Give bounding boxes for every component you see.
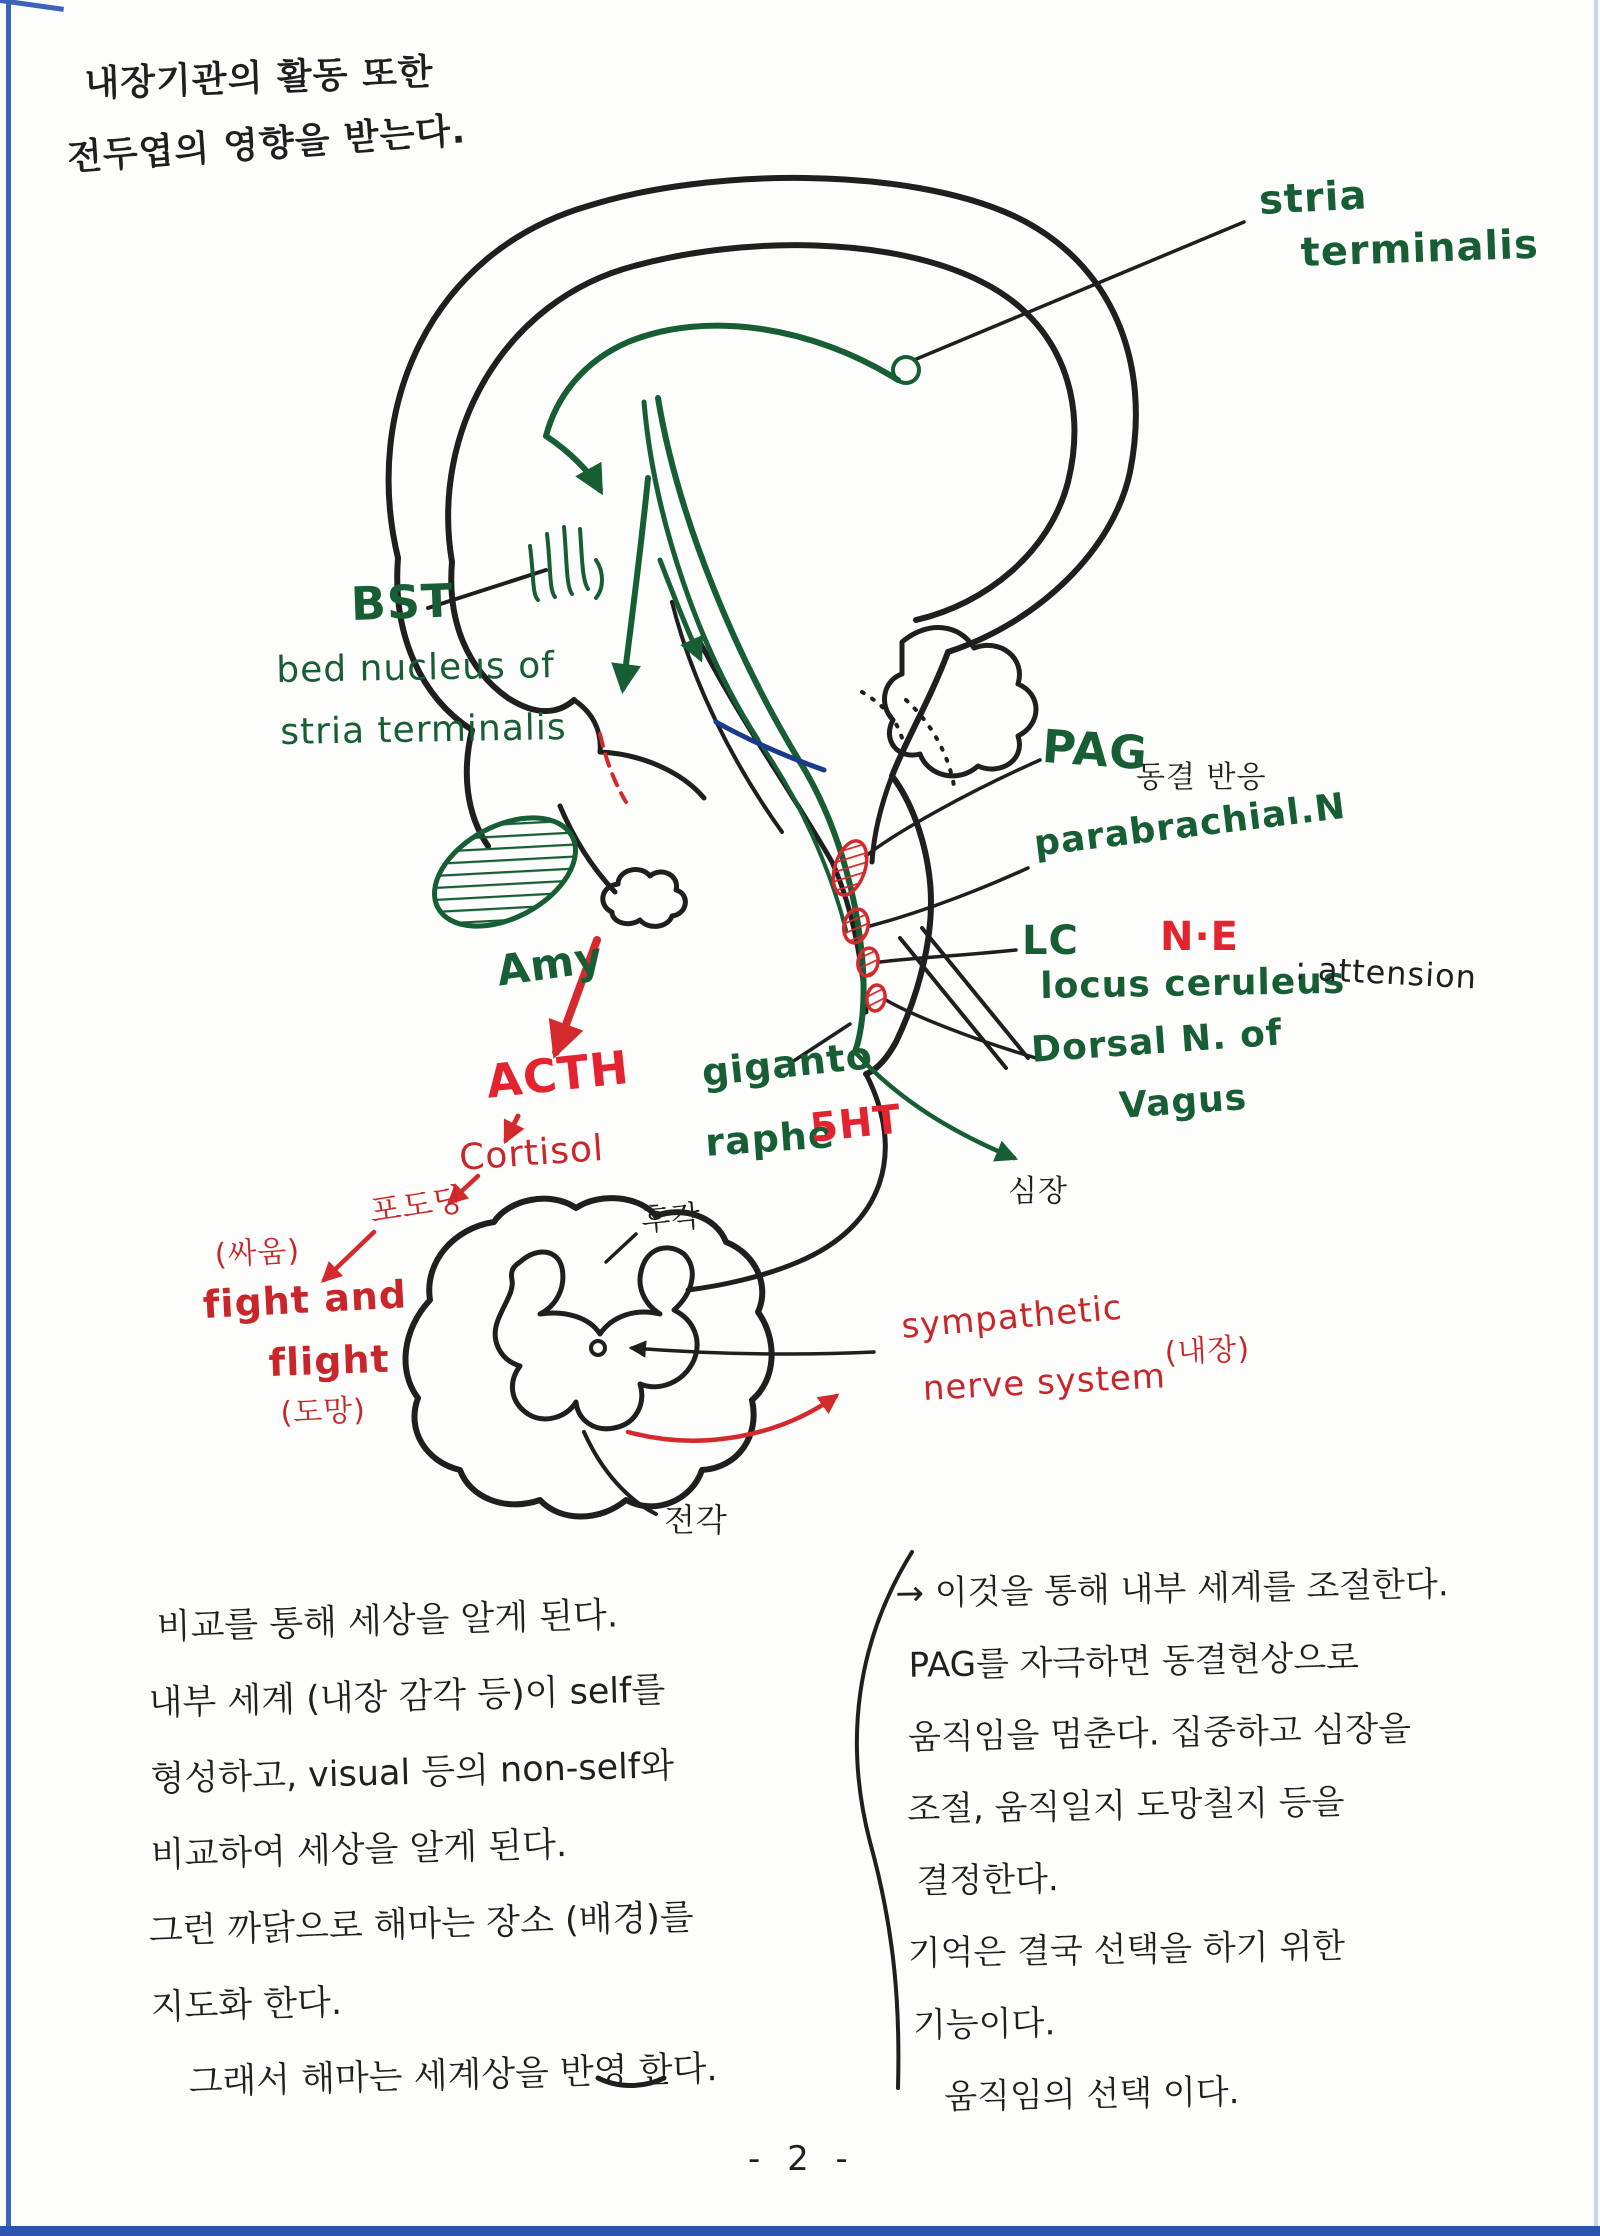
spinal-gray-matter [495,1248,697,1429]
pituitary-gland [603,870,686,927]
label-lc: LC [1022,918,1079,964]
label-parabrachial: parabrachial.N [1031,785,1349,865]
label-attention-note: : attension [1294,949,1478,997]
page-title-line-1: 내장기관의 활동 또한 [83,51,435,105]
notes-left-line: 비교를 통해 세상을 알게 된다. [156,1595,619,1648]
label-pag: PAG [1040,719,1150,781]
sympathetic-red-arrow [628,1396,836,1441]
central-canal [591,1341,605,1355]
label-raphe: raphe [703,1111,836,1165]
notes-left-line: 지도화 한다. [150,1982,343,2028]
label-cortisol: Cortisol [457,1127,606,1179]
page-number: - 2 - [748,2139,856,2179]
notes-right-line: → 이것을 통해 내부 세계를 조절한다. [895,1564,1449,1614]
spinal-cord-outline [406,1198,772,1516]
label-acth: ACTH [483,1040,632,1109]
label-giganto: giganto [699,1033,875,1095]
stria-pathway [546,326,898,436]
label-serotonin: 5HT [807,1096,904,1152]
notes-right-line: 움직임을 멈춘다. 집중하고 심장을 [907,1709,1412,1758]
parabrachial-nucleus [841,907,872,945]
label-fight-and: fight and [201,1272,408,1327]
parabrachial-leader-line [870,868,1028,926]
vagus-nucleus [865,984,886,1012]
sympathetic-black-arrow [632,1348,874,1354]
label-sympathetic-korean: (내장) [1163,1331,1251,1371]
notes-right-line: 기능이다. [912,2003,1056,2046]
notes-left-column [140,1585,719,2132]
label-stria-terminalis-1: stria [1257,172,1369,224]
frontal-descending-inner [451,562,574,711]
label-bst-full-1: bed nucleus of [275,645,556,691]
cortex-outer-curve [389,178,1136,652]
notes-right-line: 움직임의 선택 이다. [943,2072,1240,2118]
notes-right-line: 결정한다. [916,1859,1060,1902]
pag-nucleus [827,837,873,900]
notes-left-line: 내부 세계 (내장 감각 등)이 self를 [148,1670,666,1724]
notes-left-line: 그래서 해마는 세계상을 반영 한다. [188,2049,718,2103]
label-dorsal-vagus-2: Vagus [1117,1077,1249,1127]
notes-left-line: 비교하여 세상을 알게 된다. [150,1824,568,1876]
descending-pathway-main [658,398,864,1052]
label-stria-terminalis-2: terminalis [1299,221,1540,276]
notes-right-line: PAG를 자극하면 동결현상으로 [908,1637,1360,1686]
midbrain-line-1 [700,642,866,1012]
thalamus-outline [574,700,704,798]
label-bst: BST [349,573,455,631]
label-dorsal-horn: 후각 [639,1198,703,1239]
red-dashed-pathway [600,734,626,802]
notes-left-line: 그런 까닭으로 해마는 장소 (배경)를 [148,1897,695,1952]
label-heart: 심장 [1008,1174,1068,1209]
inner-descending-arrow [623,478,648,688]
label-sympathetic-1: sympathetic [899,1287,1125,1347]
notes-right-column [895,1556,1458,2142]
notes-left-line: 형성하고, visual 등의 non-self와 [150,1746,675,1800]
fight-flight-arrow [324,1232,374,1280]
notes-right-line: 조절, 움직일지 도망칠지 등을 [906,1782,1345,1830]
cortex-inner-curve [448,245,1074,620]
label-bst-full-2: stria terminalis [279,707,567,753]
stria-leader-line [914,222,1244,360]
stria-pathway-arrow [546,436,600,490]
bst-squiggles [530,527,602,600]
page-title-line-2: 전두엽의 영향을 받는다. [65,110,468,179]
label-locus-ceruleus: locus ceruleus [1039,960,1346,1007]
notes-right-line: 기억은 결국 선택을 하기 위한 [907,1926,1346,1974]
label-amygdala: Amy [493,932,607,996]
label-dorsal-vagus-1: Dorsal N. of [1029,1012,1284,1071]
label-anterior-horn: 전각 [664,1501,728,1539]
label-fight-korean: (싸움) [213,1233,301,1273]
label-sympathetic-2: nerve system [921,1356,1167,1409]
dorsal-horn-leader [606,1234,636,1262]
label-flight: flight [267,1336,391,1385]
label-norepinephrine: N·E [1160,914,1239,960]
label-flight-korean: (도망) [279,1393,367,1431]
label-pag-note: 동결 반응 [1136,760,1267,795]
label-glucose: 포도당 [367,1179,468,1231]
